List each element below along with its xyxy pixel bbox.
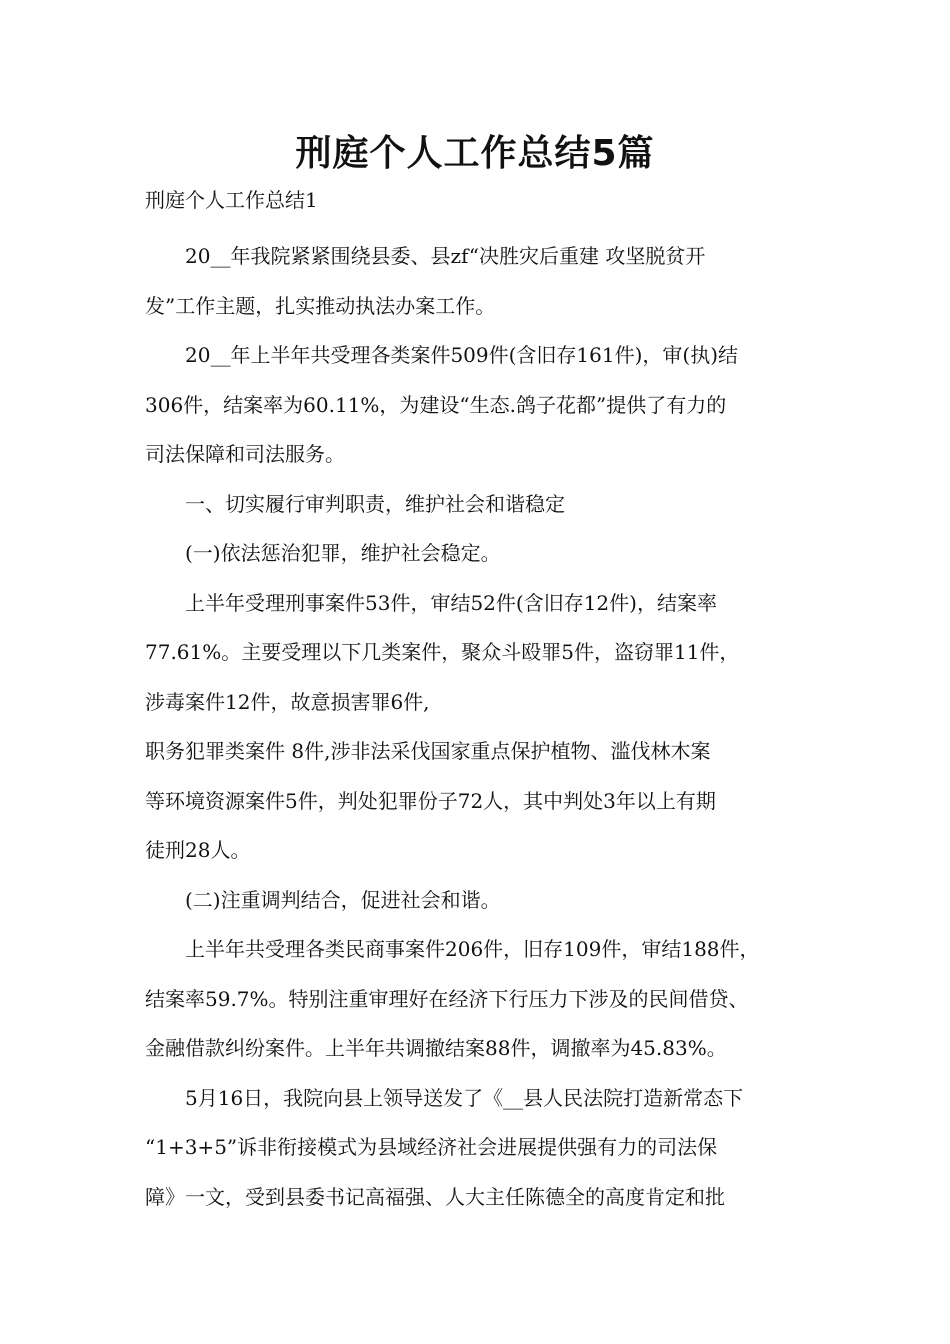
paragraph-3 [145, 480, 820, 530]
paragraph-line: 306件，结案率为60.11%，为建设“生态.鸽子花都”提供了有力的 [145, 392, 727, 417]
paragraph-line: 徒刑28人。 [145, 838, 251, 862]
paragraph-line: 20__年上半年共受理各类案件509件(含旧存161件)，审(执)结 [185, 343, 739, 367]
paragraph-line: 一、切实履行审判职责，维护社会和谐稳定 [185, 491, 565, 516]
document-body [145, 232, 820, 1222]
paragraph-line: 涉毒案件12件，故意损害罪6件, [145, 689, 430, 714]
paragraph-6 [145, 727, 820, 876]
paragraph-line: 等环境资源案件5件，判处犯罪份子72人，其中判处3年以上有期 [145, 788, 716, 813]
paragraph-line: 5月16日，我院向县上领导送发了《__县人民法院打造新常态下 [185, 1085, 744, 1110]
paragraph-9 [145, 1074, 820, 1223]
paragraph-line: 职务犯罪类案件 8件,涉非法采伐国家重点保护植物、滥伐林木案 [145, 739, 711, 763]
paragraph-line: 发”工作主题，扎实推动执法办案工作。 [145, 293, 496, 318]
paragraph-7 [145, 876, 820, 926]
paragraph-5 [145, 579, 820, 728]
paragraph-line: (一)依法惩治犯罪，维护社会稳定。 [185, 541, 501, 565]
paragraph-line: (二)注重调判结合，促进社会和谐。 [185, 887, 501, 912]
paragraph-1 [145, 232, 820, 331]
section-title: 刑庭个人工作总结1 [145, 188, 318, 212]
paragraph-line: 上半年共受理各类民商事案件206件，旧存109件，审结188件， [185, 937, 760, 961]
paragraph-line: 77.61%。主要受理以下几类案件，聚众斗殴罪5件，盗窃罪11件， [145, 640, 740, 664]
paragraph-line: 20__年我院紧紧围绕县委、县zf“决胜灾后重建 攻坚脱贫开 [185, 244, 706, 268]
paragraph-line: 障》一文，受到县委书记高福强、人大主任陈德全的高度肯定和批 [145, 1184, 725, 1209]
paragraph-2 [145, 331, 820, 480]
document-title: 刑庭个人工作总结5篇 [295, 133, 655, 174]
paragraph-8 [145, 925, 820, 1074]
paragraph-4 [145, 529, 820, 579]
paragraph-line: 司法保障和司法服务。 [145, 442, 345, 466]
paragraph-line: 结案率59.7%。特别注重审理好在经济下行压力下涉及的民间借贷、 [145, 986, 749, 1011]
paragraph-line: 金融借款纠纷案件。上半年共调撤结案88件，调撤率为45.83%。 [145, 1036, 727, 1060]
paragraph-line: 上半年受理刑事案件53件，审结52件(含旧存12件)，结案率 [185, 590, 717, 615]
paragraph-line: “1+3+5”诉非衔接模式为县域经济社会进展提供强有力的司法保 [145, 1135, 718, 1159]
